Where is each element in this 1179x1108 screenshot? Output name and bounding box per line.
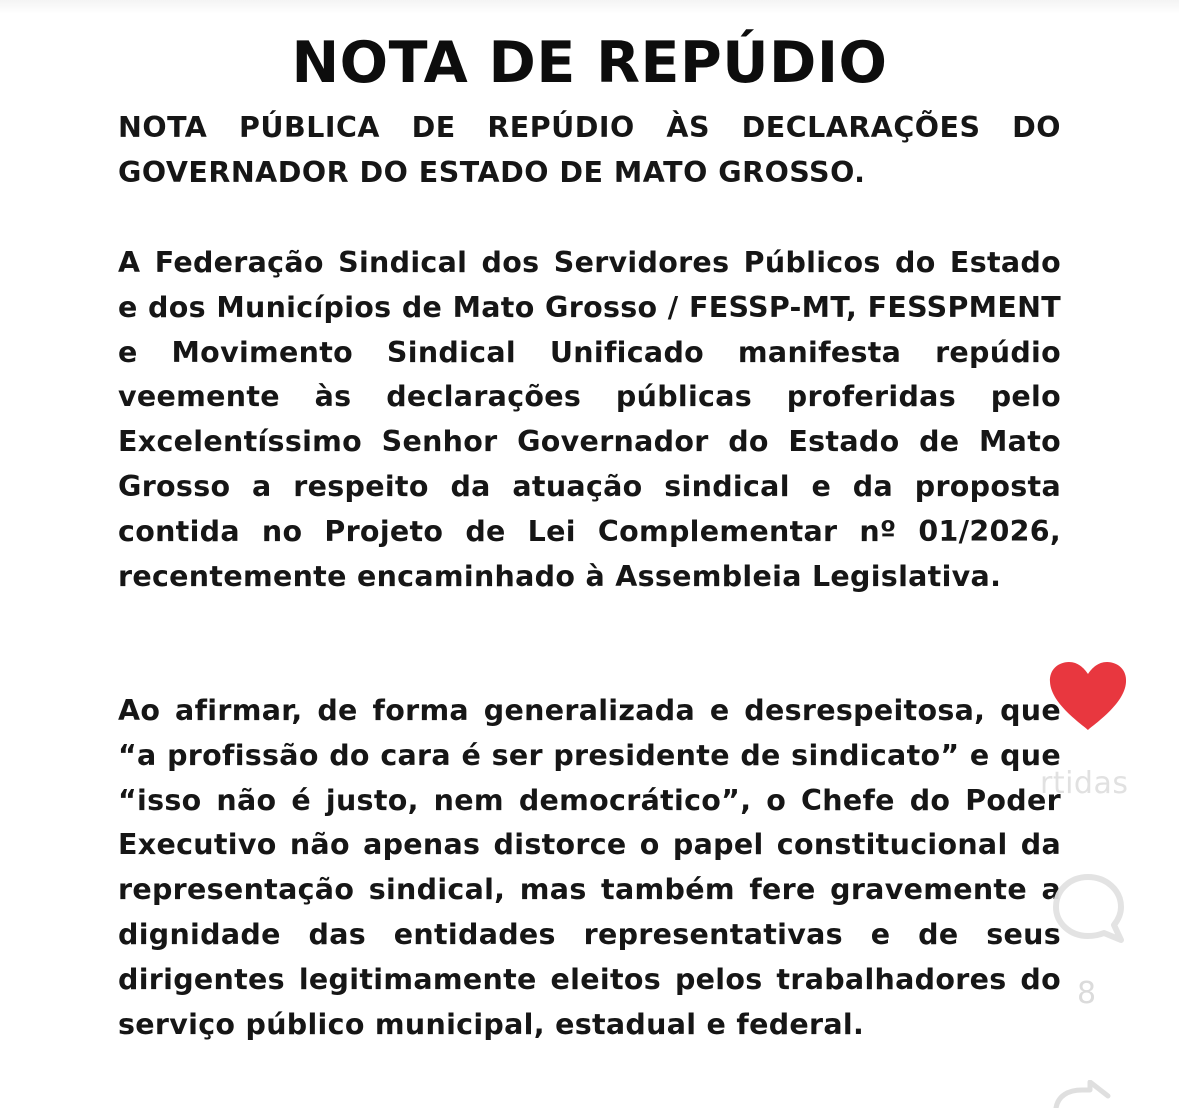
top-edge-shadow [0,0,1179,14]
paragraph-2: Ao afirmar, de forma generalizada e desrespeitosa, que “a profissão do cara é ser presidente de sindicato” e que “isso não é justo, nem democrático”, o Chefe do Poder Executivo não apenas distorce o papel constitucional da representação sindical, mas também fere gravemente a dignidade das entidades representativas e de seus dirigentes legitimamente eleitos pelos trabalhadores do serviço público municipal, estadual e federal. [118,694,1061,1041]
heart-icon[interactable] [1047,660,1129,732]
document-subtitle: NOTA PÚBLICA DE REPÚDIO ÀS DECLARAÇÕES DO GOVERNADOR DO ESTADO DE MATO GROSSO. [118,111,1061,189]
comment-count: 8 [1077,976,1097,1011]
paragraph-1: A Federação Sindical dos Servidores Públicos do Estado e dos Municípios de Mato Grosso / FESSP-MT, FESSPMENT e Movimento Sindical Unificado manifesta repúdio veemente às declarações públicas proferidas pelo Excelentíssimo Senhor Governador do Estado de Mato Grosso a respeito da atuação sindical e da proposta contida no Projeto de Lei Complementar nº 01/2026, recentemente encaminhado à Assembleia Legislativa. [118,246,1061,593]
faded-overlay-label: rtidas [1040,766,1129,801]
document-title: NOTA DE REPÚDIO [291,30,888,96]
share-arrow-icon[interactable] [1050,1080,1112,1108]
speech-bubble-icon[interactable] [1051,872,1129,946]
